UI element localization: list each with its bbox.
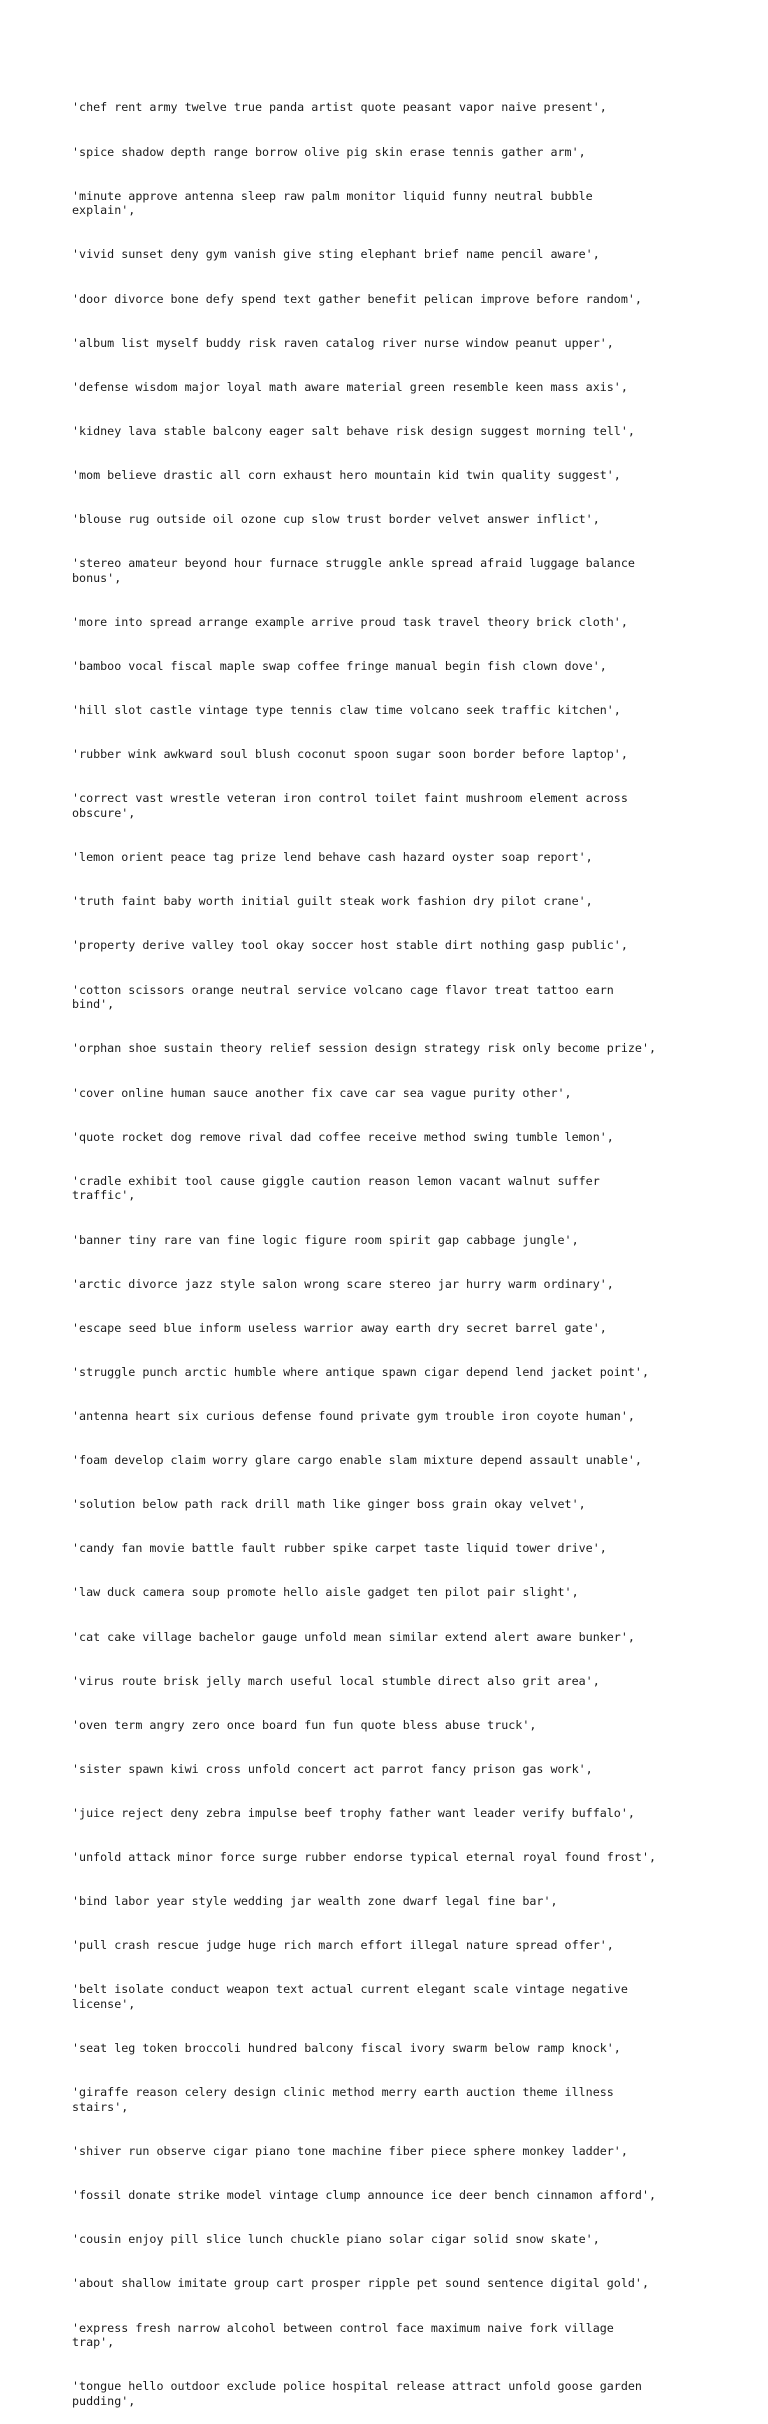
text-line: 'orphan shoe sustain theory relief session design strategy risk only become prize',	[72, 1041, 657, 1056]
text-line: 'defense wisdom major loyal math aware material green resemble keen mass axis',	[72, 379, 628, 394]
text-line: 'belt isolate conduct weapon text actual current elegant scale vintage negative license',	[72, 1982, 628, 2012]
text-line: 'struggle punch arctic humble where antique spawn cigar depend lend jacket point',	[72, 1364, 649, 1379]
text-line: 'tongue hello outdoor exclude police hospital release attract unfold goose garden pudding',	[72, 2379, 642, 2409]
text-line: 'correct vast wrestle veteran iron control toilet faint mushroom element across obscure',	[72, 791, 628, 821]
text-line: 'chef rent army twelve true panda artist quote peasant vapor naive present',	[72, 100, 607, 115]
text-line: 'cotton scissors orange neutral service volcano cage flavor treat tattoo earn bind',	[72, 982, 614, 1012]
text-line: 'property derive valley tool okay soccer host stable dirt nothing gasp public',	[72, 938, 628, 953]
document-text-block	[72, 71, 702, 2424]
text-line: 'quote rocket dog remove rival dad coffee receive method swing tumble lemon',	[72, 1129, 614, 1144]
text-line: 'minute approve antenna sleep raw palm monitor liquid funny neutral bubble explain',	[72, 188, 593, 218]
text-line: 'express fresh narrow alcohol between control face maximum naive fork village trap',	[72, 2320, 614, 2350]
text-line: 'bind labor year style wedding jar wealth zone dwarf legal fine bar',	[72, 1894, 558, 1909]
text-line: 'antenna heart six curious defense found private gym trouble iron coyote human',	[72, 1408, 635, 1423]
text-line: 'kidney lava stable balcony eager salt behave risk design suggest morning tell',	[72, 423, 635, 438]
text-line: 'escape seed blue inform useless warrior away earth dry secret barrel gate',	[72, 1320, 607, 1335]
text-line: 'juice reject deny zebra impulse beef trophy father want leader verify buffalo',	[72, 1805, 635, 1820]
text-line: 'candy fan movie battle fault rubber spike carpet taste liquid tower drive',	[72, 1541, 607, 1556]
text-line: 'hill slot castle vintage type tennis claw time volcano seek traffic kitchen',	[72, 703, 621, 718]
text-line: 'bamboo vocal fiscal maple swap coffee fringe manual begin fish clown dove',	[72, 659, 607, 674]
text-line: 'pull crash rescue judge huge rich march effort illegal nature spread offer',	[72, 1938, 614, 1953]
text-line: 'oven term angry zero once board fun fun quote bless abuse truck',	[72, 1717, 537, 1732]
text-line: 'cat cake village bachelor gauge unfold mean similar extend alert aware bunker',	[72, 1629, 635, 1644]
text-line: 'giraffe reason celery design clinic method merry earth auction theme illness stairs',	[72, 2085, 614, 2115]
text-line: 'more into spread arrange example arrive proud task travel theory brick cloth',	[72, 615, 628, 630]
text-line: 'arctic divorce jazz style salon wrong scare stereo jar hurry warm ordinary',	[72, 1276, 614, 1291]
text-line: 'mom believe drastic all corn exhaust hero mountain kid twin quality suggest',	[72, 467, 621, 482]
text-line: 'seat leg token broccoli hundred balcony fiscal ivory swarm below ramp knock',	[72, 2041, 621, 2056]
text-line: 'cradle exhibit tool cause giggle caution reason lemon vacant walnut suffer traffic',	[72, 1173, 600, 1203]
text-line: 'cover online human sauce another fix cave car sea vague purity other',	[72, 1085, 572, 1100]
text-line: 'banner tiny rare van fine logic figure room spirit gap cabbage jungle',	[72, 1232, 579, 1247]
text-line: 'law duck camera soup promote hello aisle gadget ten pilot pair slight',	[72, 1585, 579, 1600]
text-line: 'door divorce bone defy spend text gather benefit pelican improve before random',	[72, 291, 642, 306]
text-line: 'stereo amateur beyond hour furnace struggle ankle spread afraid luggage balance bonus',	[72, 556, 635, 585]
text-line: 'album list myself buddy risk raven catalog river nurse window peanut upper',	[72, 335, 614, 350]
text-line: 'rubber wink awkward soul blush coconut spoon sugar soon border before laptop',	[72, 747, 628, 762]
text-line: 'blouse rug outside oil ozone cup slow trust border velvet answer inflict',	[72, 512, 600, 527]
text-line: 'foam develop claim worry glare cargo enable slam mixture depend assault unable',	[72, 1453, 642, 1468]
text-line: 'truth faint baby worth initial guilt steak work fashion dry pilot crane',	[72, 894, 593, 909]
text-line: 'sister spawn kiwi cross unfold concert act parrot fancy prison gas work',	[72, 1761, 593, 1776]
text-line: 'solution below path rack drill math like ginger boss grain okay velvet',	[72, 1497, 586, 1512]
text-line: 'fossil donate strike model vintage clump announce ice deer bench cinnamon afford',	[72, 2188, 657, 2203]
text-line: 'unfold attack minor force surge rubber endorse typical eternal royal found frost',	[72, 1850, 657, 1865]
text-line: 'about shallow imitate group cart prosper ripple pet sound sentence digital gold',	[72, 2276, 649, 2291]
text-line: 'cousin enjoy pill slice lunch chuckle piano solar cigar solid snow skate',	[72, 2232, 600, 2247]
text-line: 'shiver run observe cigar piano tone machine fiber piece sphere monkey ladder',	[72, 2144, 628, 2159]
text-line: 'lemon orient peace tag prize lend behave cash hazard oyster soap report',	[72, 850, 593, 865]
text-line: 'vivid sunset deny gym vanish give sting elephant brief name pencil aware',	[72, 247, 600, 262]
text-line: 'spice shadow depth range borrow olive pig skin erase tennis gather arm',	[72, 144, 586, 159]
text-line: 'virus route brisk jelly march useful local stumble direct also grit area',	[72, 1673, 600, 1688]
